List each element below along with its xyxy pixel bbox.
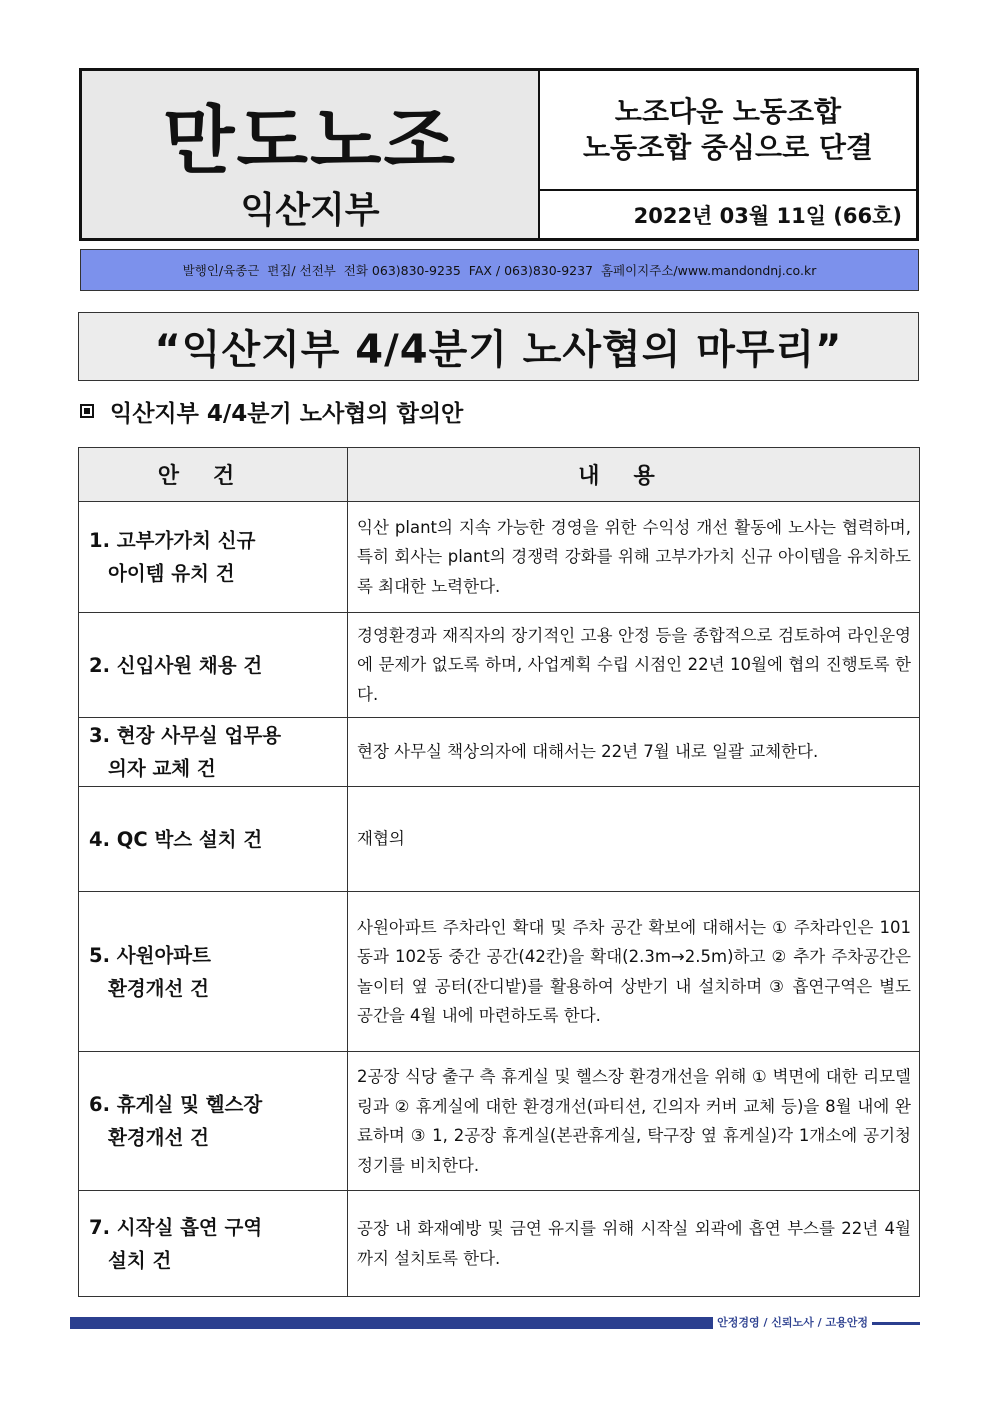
agenda-item (79, 892, 348, 1052)
table-row (79, 1052, 920, 1191)
agenda-content: 사원아파트 주차라인 확대 및 주차 공간 확보에 대해서는 ① 주차라인은 101동과 102동 중간 공간(42칸)을 확대(2.3m→2.5m)하고 ② 추가 주차공간은 놀이터 옆 공터(잔디밭)를 활용하여 상반기 내 설치하며 ③ 흡연구역은 별도 공간을 4월 내에 마련하도록 한다. (348, 892, 920, 1052)
footer-rule (70, 1317, 920, 1329)
table-header-row (79, 448, 920, 502)
agenda-item (79, 1052, 348, 1191)
newsletter-title: 만도노조 (163, 98, 457, 184)
agenda-content: 익산 plant의 지속 가능한 경영을 위한 수익성 개선 활동에 노사는 협력하며, 특히 회사는 plant의 경쟁력 강화를 위해 고부가가치 신규 아이템을 유치하도록 최대한 노력한다. (348, 502, 920, 613)
publisher-bar: 발행인/육종근 편집/ 선전부 전화 063)830-9235 FAX / 063)830-9237 홈페이지주소/www.mandondnj.co.kr (80, 249, 919, 291)
agenda-item-line: 6. 휴게실 및 헬스장 (89, 1093, 263, 1116)
footer-tag: 안정경영 / 신뢰노사 / 고용안정 (713, 1313, 872, 1331)
agenda-item-line: 환경개선 건 (108, 1126, 209, 1149)
masthead-info-panel (540, 71, 916, 238)
table-row (79, 1191, 920, 1297)
agenda-item-line: 4. QC 박스 설치 건 (89, 827, 263, 851)
section-title: 익산지부 4/4분기 노사협의 합의안 (110, 400, 464, 427)
agenda-item (79, 718, 348, 787)
table-row (79, 718, 920, 787)
table-row (79, 892, 920, 1052)
headline: “익산지부 4/4분기 노사협의 마무리” (78, 312, 919, 381)
slogan (540, 71, 916, 191)
header-content: 내용 (348, 448, 920, 502)
agenda-item (79, 787, 348, 892)
masthead (79, 68, 919, 241)
issue-date: 2022년 03월 11일 (66호) (633, 203, 902, 228)
agenda-item-line: 2. 신입사원 채용 건 (89, 653, 263, 677)
agenda-item-line: 의자 교체 건 (108, 757, 216, 780)
agreement-table (78, 447, 920, 1297)
agenda-content: 공장 내 화재예방 및 금연 유지를 위해 시작실 외곽에 흡연 부스를 22년 4월까지 설치토록 한다. (348, 1191, 920, 1297)
agenda-item (79, 1191, 348, 1297)
agenda-item-line: 7. 시작실 흡연 구역 (89, 1215, 263, 1239)
table-row (79, 787, 920, 892)
agenda-item (79, 613, 348, 718)
agenda-content: 2공장 식당 출구 측 휴게실 및 헬스장 환경개선을 위해 ① 벽면에 대한 리모델링과 ② 휴게실에 대한 환경개선(파티션, 긴의자 커버 교체 등)을 8월 내에 완료하며 ③ 1, 2공장 휴게실(본관휴게실, 탁구장 옆 휴게실)각 1개소에 공기청정기를 비치한다. (348, 1052, 920, 1191)
agenda-content: 경영환경과 재직자의 장기적인 고용 안정 등을 종합적으로 검토하여 라인운영에 문제가 없도록 하며, 사업계획 수립 시점인 22년 10월에 협의 진행토록 한다. (348, 613, 920, 718)
table-row (79, 613, 920, 718)
agenda-item-line: 설치 건 (108, 1248, 172, 1272)
section-heading (80, 393, 463, 429)
agenda-content: 현장 사무실 책상의자에 대해서는 22년 7월 내로 일괄 교체한다. (348, 718, 920, 787)
agenda-item-line: 5. 사원아파트 (89, 943, 211, 967)
agenda-item-line: 아이템 유치 건 (108, 562, 235, 585)
slogan-line-2: 노동조합 중심으로 단결 (583, 131, 873, 164)
slogan-line-1: 노조다운 노동조합 (614, 95, 842, 128)
agenda-item-line: 환경개선 건 (108, 976, 209, 1000)
masthead-logo-panel (82, 71, 540, 238)
header-item: 안건 (79, 448, 348, 502)
table-row (79, 502, 920, 613)
agenda-content: 재협의 (348, 787, 920, 892)
branch-name: 익산지부 (240, 190, 380, 231)
square-bullet-icon (80, 404, 94, 418)
agenda-item-line: 1. 고부가가치 신규 (89, 529, 256, 552)
agenda-item (79, 502, 348, 613)
agenda-item-line: 3. 현장 사무실 업무용 (89, 724, 282, 747)
